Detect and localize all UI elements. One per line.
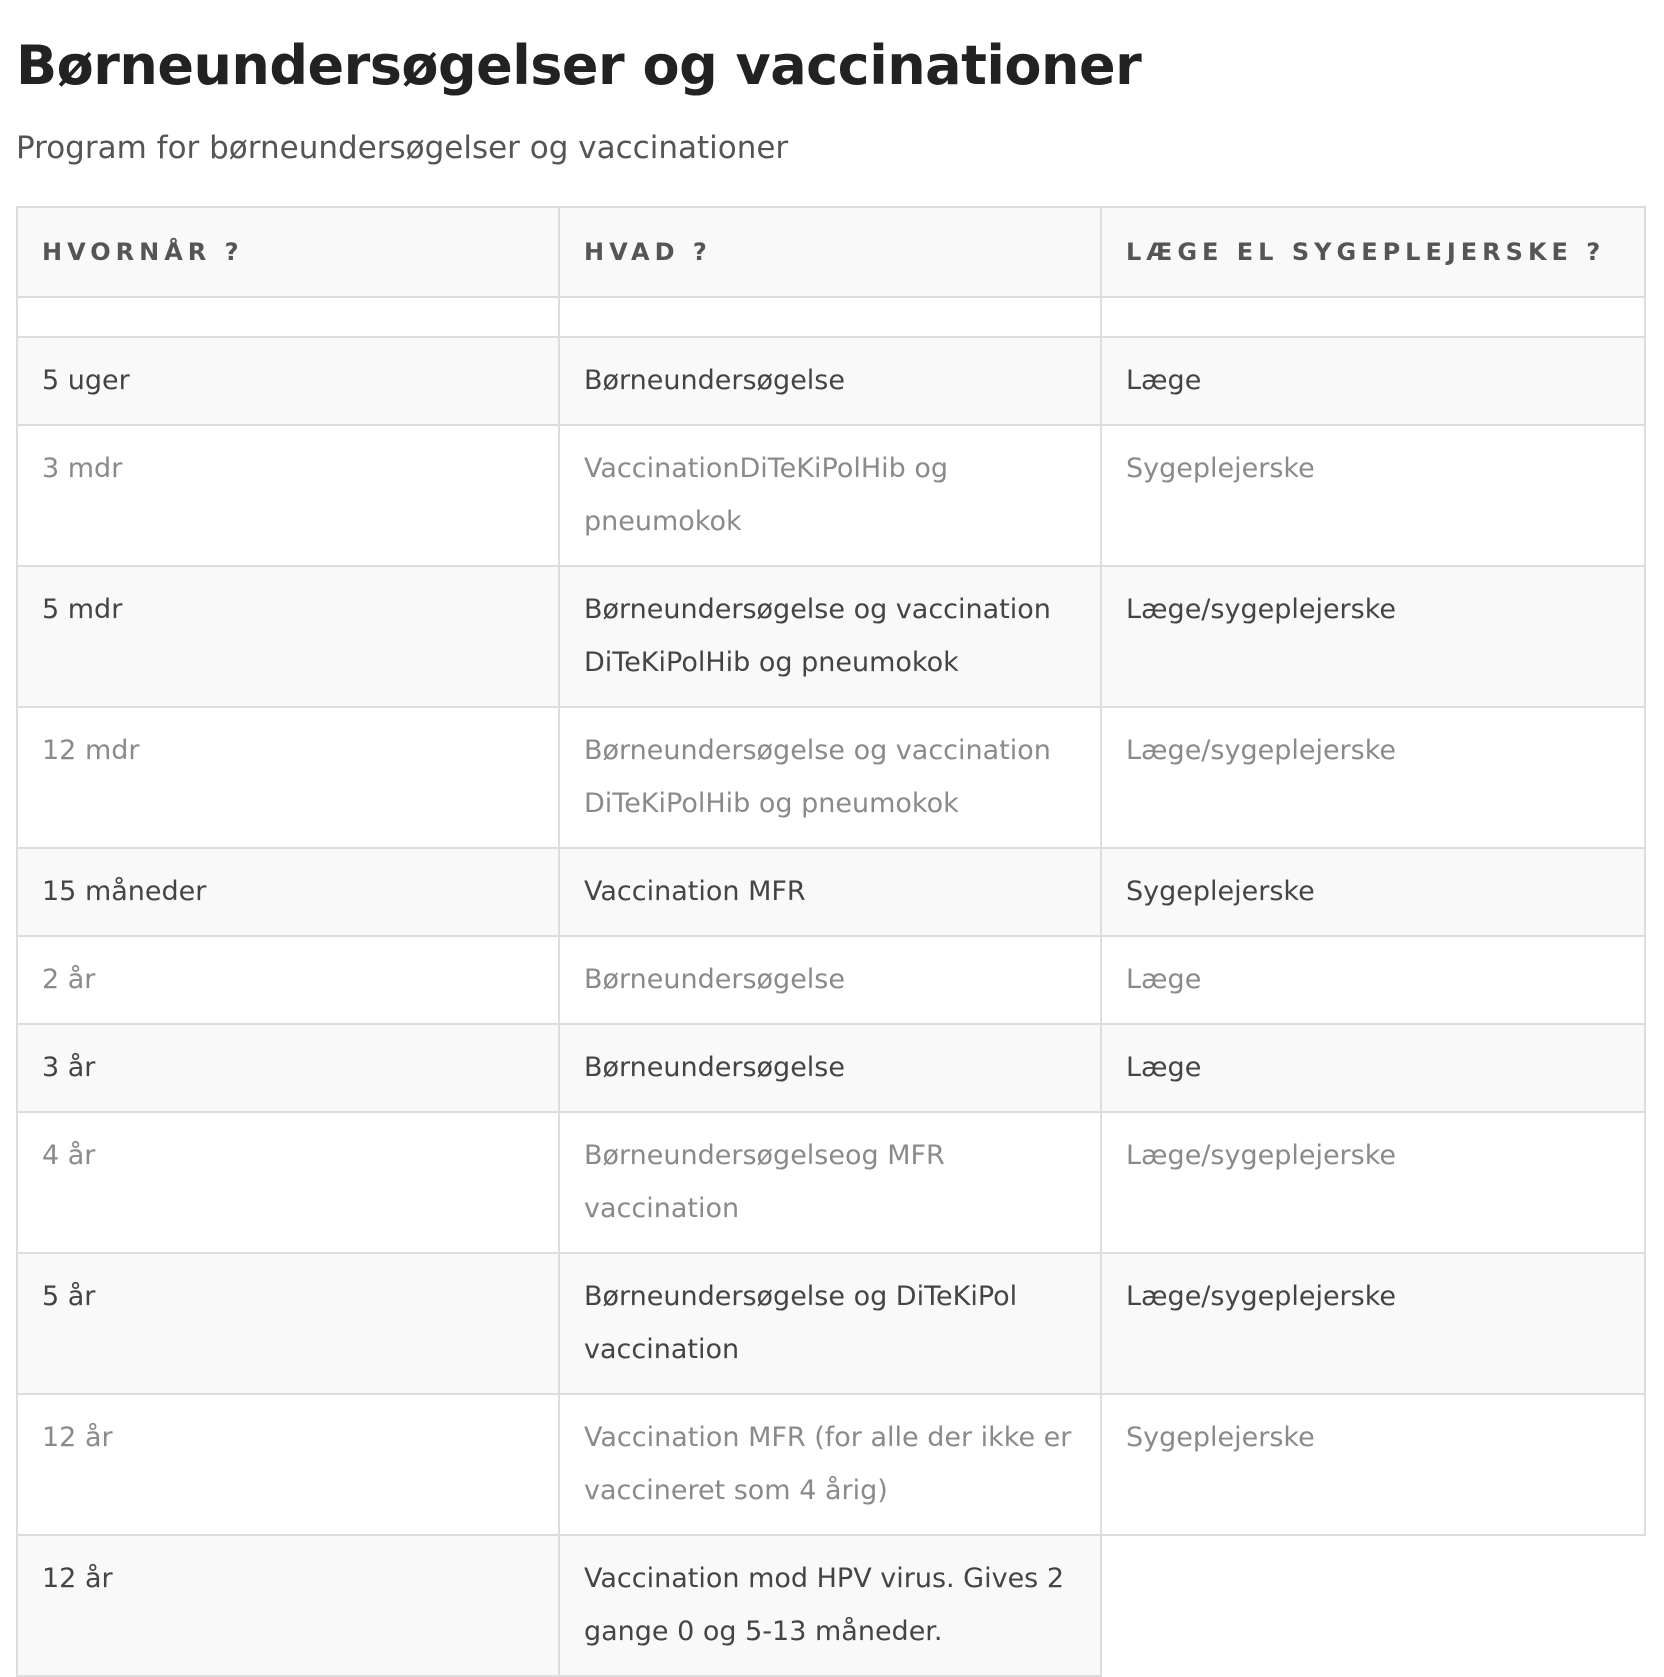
- cell-who: Læge: [1101, 337, 1645, 425]
- cell-when: 12 mdr: [17, 707, 559, 848]
- table-row: [17, 337, 1645, 425]
- column-header-who: LÆGE EL SYGEPLEJERSKE ?: [1101, 207, 1645, 297]
- cell-what: Børneundersøgelse: [559, 337, 1101, 425]
- cell-what: Børneundersøgelse: [559, 1024, 1101, 1112]
- cell-who: Sygeplejerske: [1101, 1394, 1645, 1535]
- schedule-table: [16, 206, 1646, 1677]
- cell-who: Læge/sygeplejerske: [1101, 707, 1645, 848]
- cell-what: Børneundersøgelse: [559, 936, 1101, 1024]
- table-row: [17, 1535, 1645, 1676]
- cell-what: Vaccination mod HPV virus. Gives 2 gange 0 og 5-13 måneder.: [559, 1535, 1101, 1676]
- table-spacer-row: [17, 297, 1645, 337]
- cell-what: Vaccination MFR: [559, 848, 1101, 936]
- cell-when: 12 år: [17, 1535, 559, 1676]
- cell-who: Læge/sygeplejerske: [1101, 566, 1645, 707]
- cell-who: Læge/sygeplejerske: [1101, 1112, 1645, 1253]
- table-row: [17, 936, 1645, 1024]
- table-row: [17, 1253, 1645, 1394]
- cell-who: Læge/sygeplejerske: [1101, 1253, 1645, 1394]
- column-header-when: HVORNÅR ?: [17, 207, 559, 297]
- table-row: [17, 848, 1645, 936]
- spacer-cell: [17, 297, 559, 337]
- table-row: [17, 566, 1645, 707]
- page-subtitle: Program for børneundersøgelser og vaccinationer: [16, 130, 789, 166]
- cell-when: 12 år: [17, 1394, 559, 1535]
- cell-when: 15 måneder: [17, 848, 559, 936]
- table-row: [17, 425, 1645, 566]
- column-header-what: HVAD ?: [559, 207, 1101, 297]
- cell-when: 3 år: [17, 1024, 559, 1112]
- cell-what: Børneundersøgelse og DiTeKiPol vaccination: [559, 1253, 1101, 1394]
- cell-who: Læge: [1101, 1024, 1645, 1112]
- page-title: Børneundersøgelser og vaccinationer: [16, 34, 1142, 97]
- cell-what: Børneundersøgelse og vaccination DiTeKiPolHib og pneumokok: [559, 707, 1101, 848]
- cell-when: 4 år: [17, 1112, 559, 1253]
- cell-when: 2 år: [17, 936, 559, 1024]
- cell-what: Vaccination MFR (for alle der ikke er vaccineret som 4 årig): [559, 1394, 1101, 1535]
- cell-what: VaccinationDiTeKiPolHib og pneumokok: [559, 425, 1101, 566]
- cell-who: Sygeplejerske: [1101, 425, 1645, 566]
- cell-who: Læge: [1101, 936, 1645, 1024]
- cell-who: Sygeplejerske: [1101, 848, 1645, 936]
- cell-when: 5 år: [17, 1253, 559, 1394]
- table-row: [17, 1024, 1645, 1112]
- cell-when: 3 mdr: [17, 425, 559, 566]
- page-content: [0, 0, 1664, 168]
- table-header-row: [17, 207, 1645, 297]
- cell-what: Børneundersøgelse og vaccination DiTeKiPolHib og pneumokok: [559, 566, 1101, 707]
- cell-when: 5 mdr: [17, 566, 559, 707]
- cell-when: 5 uger: [17, 337, 559, 425]
- table-row: [17, 707, 1645, 848]
- table-row: [17, 1112, 1645, 1253]
- cell-what: Børneundersøgelseog MFR vaccination: [559, 1112, 1101, 1253]
- spacer-cell: [559, 297, 1101, 337]
- table-row: [17, 1394, 1645, 1535]
- spacer-cell: [1101, 297, 1645, 337]
- cell-who: [1101, 1535, 1645, 1676]
